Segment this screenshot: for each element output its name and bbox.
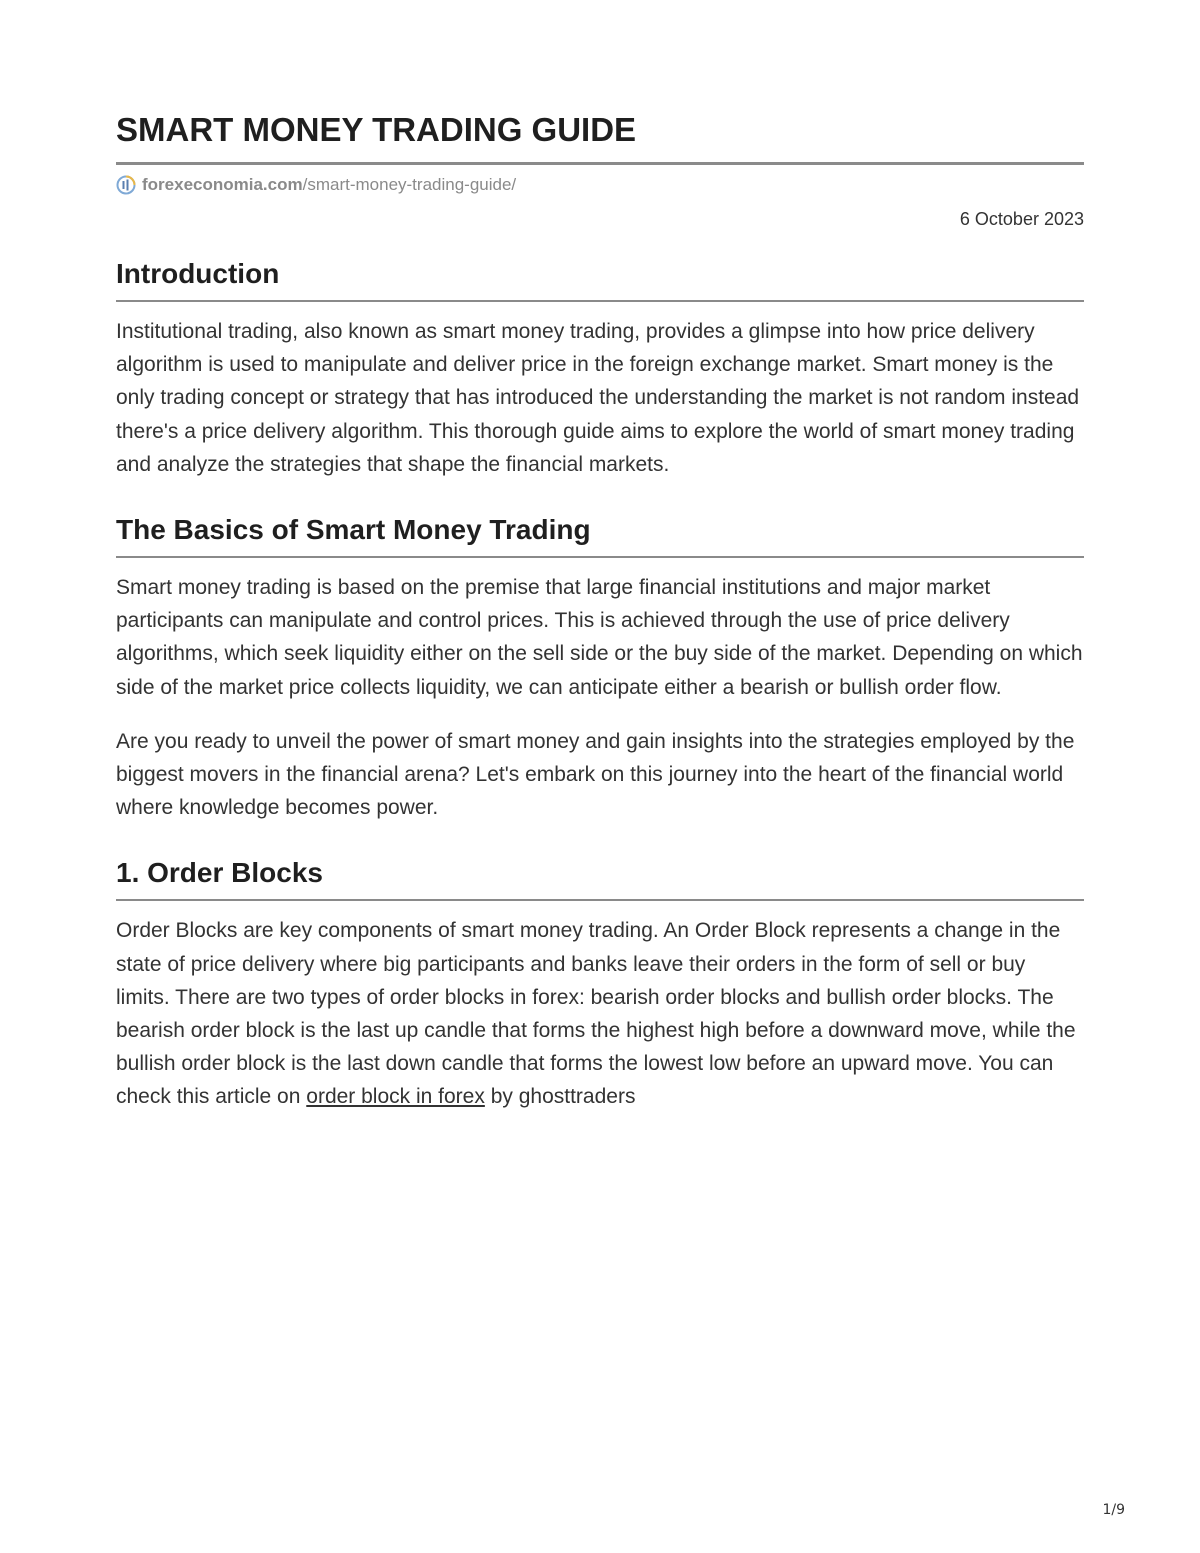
paragraph: Are you ready to unveil the power of smart money and gain insights into the strategies employed by the biggest movers in the financial arena? Let's embark on this journey into the heart of the financial world where knowledge becomes power. — [116, 729, 1075, 820]
section-order-blocks — [116, 855, 1084, 1113]
section-introduction — [116, 256, 1084, 481]
section-heading: 1. Order Blocks — [116, 855, 1084, 901]
source-path[interactable]: /smart-money-trading-guide/ — [302, 175, 517, 194]
section-heading: The Basics of Smart Money Trading — [116, 512, 1084, 558]
paragraph — [116, 914, 1084, 1113]
section-heading: Introduction — [116, 256, 1084, 302]
paragraph-text: by ghosttraders — [484, 1085, 636, 1109]
paragraph: Smart money trading is based on the premise that large financial institutions and major market participants can manipulate and control prices. This is achieved through the use of price delivery algorithms, which seek liquidity either on the sell side or the buy side of the market. Depending on which side of the market price collects liquidity, we can anticipate either a bearish or bullish order flow. — [116, 576, 1083, 699]
section-basics — [116, 512, 1084, 824]
page-number: 1/9 — [1102, 1502, 1125, 1518]
document-page — [116, 108, 1084, 1114]
site-logo-icon — [116, 175, 136, 195]
paragraph-text: Order Blocks are key components of smart money trading. An Order Block represents a change in the state of price delivery where big participants and banks leave their orders in the form of sell or buy limits. There are two types of order blocks in forex: bearish order blocks and bullish order blocks. The bearish order block is the last up candle that forms the highest high before a downward move, while the bullish order block is the last down candle that forms the lowest low before an upward move. You can check this article on — [116, 919, 1076, 1109]
source-line — [116, 174, 1084, 196]
source-domain[interactable]: forexeconomia.com — [142, 175, 303, 194]
order-block-link[interactable]: order block in forex — [306, 1085, 485, 1109]
publish-date: 6 October 2023 — [959, 209, 1084, 229]
document-title: SMART MONEY TRADING GUIDE — [116, 108, 1084, 165]
paragraph: Institutional trading, also known as smart money trading, provides a glimpse into how price delivery algorithm is used to manipulate and deliver price in the foreign exchange market. Smart money is the only trading concept or strategy that has introduced the understanding the market is not random instead there's a price delivery algorithm. This thorough guide aims to explore the world of smart money trading and analyze the strategies that shape the financial markets. — [116, 320, 1080, 476]
